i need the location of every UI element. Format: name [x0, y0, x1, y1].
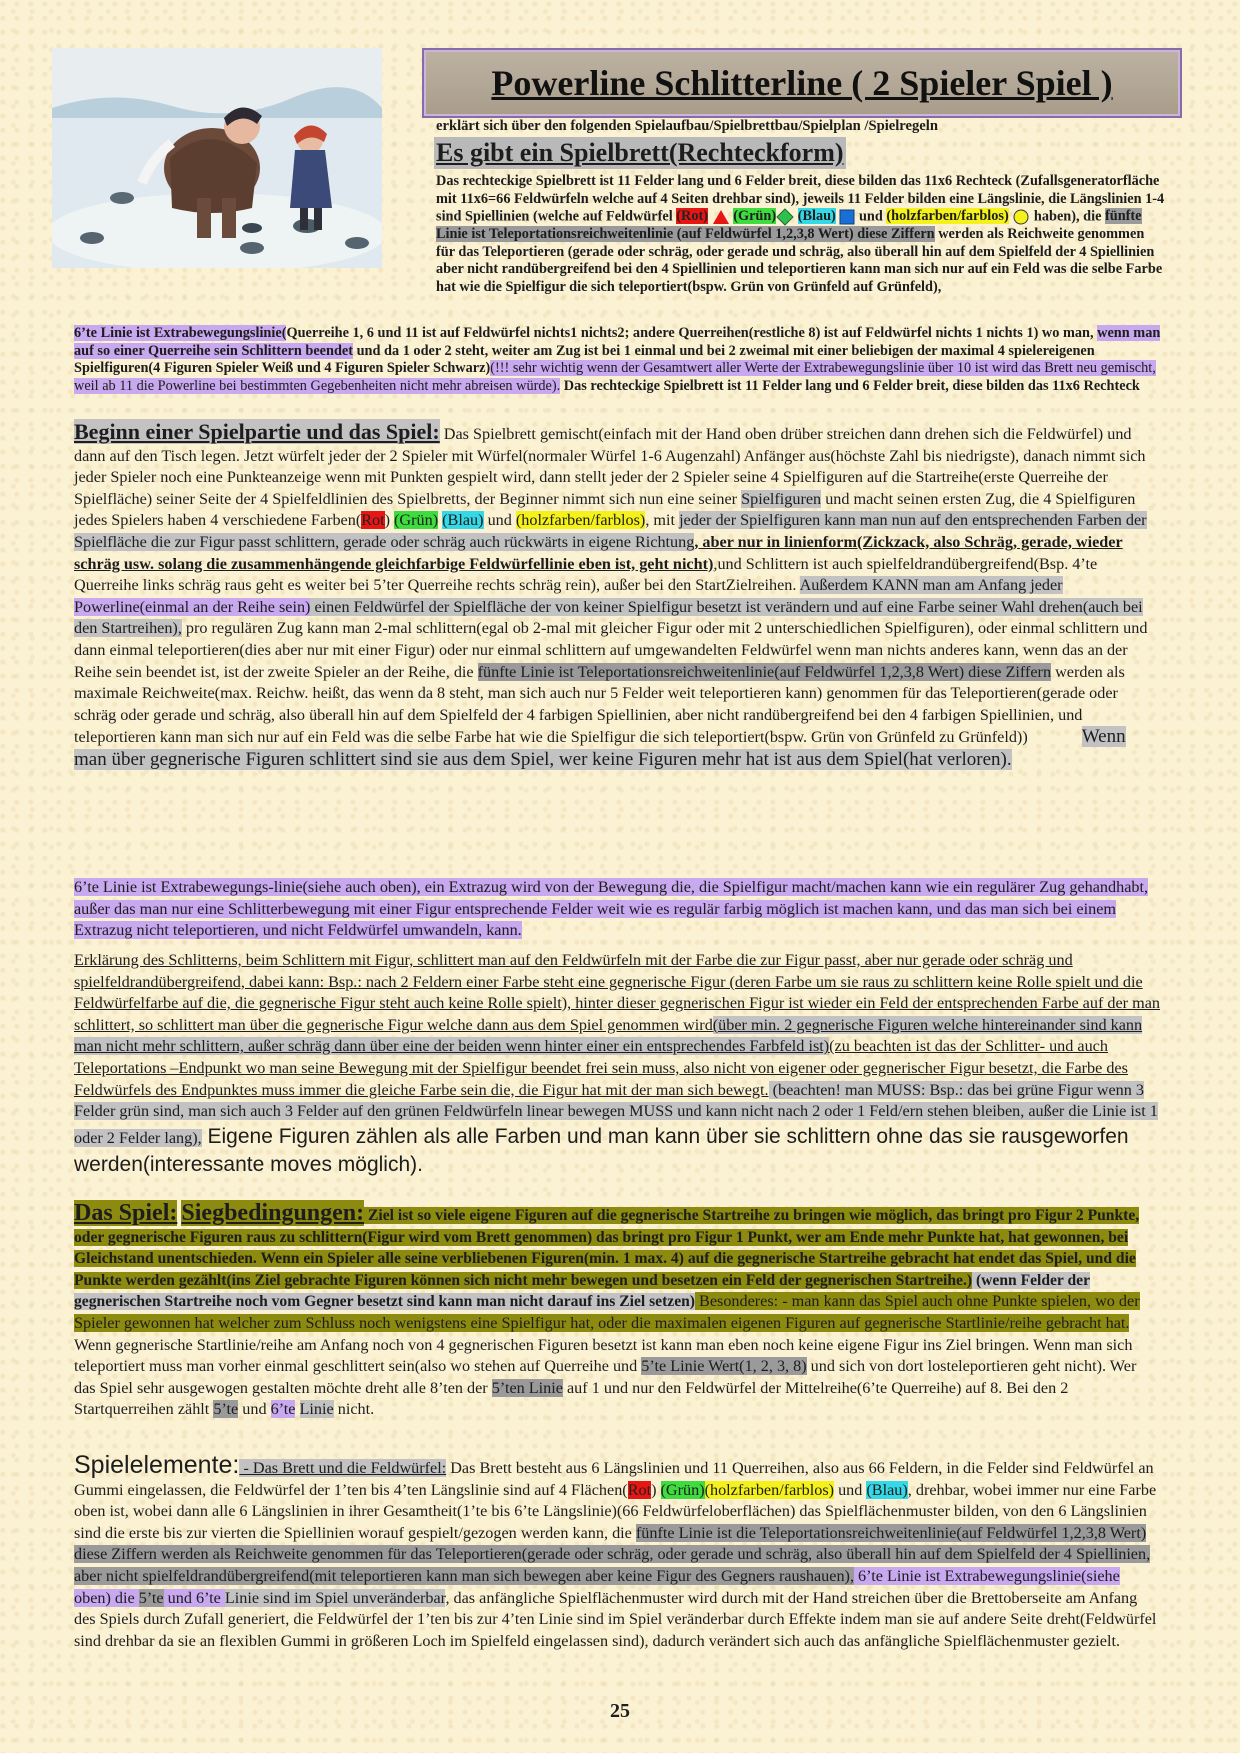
elements-subheading: - Das Brett und die Feldwürfel:: [239, 1459, 447, 1477]
elements-text-2: , drehbar, wobei immer nur eine Farbe oben ist, wobei dann alle 6 Längslinien in ihrer Gesamtheit(1’te bis 6’te Längslinie)(66 Feldwürfeloberflächen) das Spielflächenmuster bilden, von den 6 Längslinien sind die erste bis zur vierten die Spiellinien worauf gespielt/gezogen werden kann, die: [74, 1480, 1157, 1542]
color-label-blue: (Blau): [797, 208, 836, 225]
start-text-11: pro regulären Zug kann man 2-mal schlittern(egal ob 2-mal mit gleicher Figur oder mit 2 unterschiedlichen Spielfiguren), oder einmal schlittern und dann einmal teleportieren(dies aber nur mit einer Figur) oder nur einmal schlittern auf umgewandelten Feldwürfel wenn man nichts anderes kann, wenn das an der Reihe sein beendet ist, ist der zweite Spieler an der Reihe, die: [74, 619, 1148, 681]
elements-section: Spielelemente: - Das Brett und die Feldwürfel: Das Brett besteht aus 6 Längslinien und 11 Querreihen, also aus 66 Feldern, in die Felder sind Feldwürfel an Gummi eingelassen, die Feldwürfel der 1’ten bis 4’ten Längslinie sind auf 4 Flächen(Rot) (Grün)(holzfarben/farblos) und (Blau), drehbar, wobei immer nur eine Farbe oben ist, wobei dann alle 6 Längslinien in ihrer Gesamtheit(1’te bis 6’te Längslinie)(66 Feldwürfeloberflächen) das Spielflächenmuster bilden, von den 6 Längslinien sind die erste bis zur vierten die Spiellinien worauf gespielt/gezogen werden kann, die fünfte Linie ist die Teleportationsreichweitenlinie(auf Feldwürfel 1,2,3,8 Wert) diese Ziffern werden als Reichweite genommen für das Teleportieren(gerade oder schräg, oder gerade und schräg, also überall hin auf dem Spielfeld der 4 Spiellinien, aber nicht spielfeldrandübergreifend(mit teleportieren kann man sich bewegen aber keine Figur des Gegners raushauen), 6’te Linie ist Extrabewegungslinie(siehe oben) die 5’te und 6’te Linie sind im Spiel unveränderbar, das anfängliche Spielflächenmuster wird durch mit der Hand streichen über die Brettoberseite am Anfang des Spiels durch Zufall generiert, die Feldwürfel der 1’ten bis zur 4’ten Linie sind im Spiel veränderbar durch Effekte indem man sie auf andere Seite dreht(Feldwürfel sind drehbar da sie an flexiblen Gummi in größeren Loch im Spielfeld eingelassen sind), dadurch verändert sich auch das anfängliche Spielflächenmuster gezielt.: [74, 1451, 1157, 1650]
explain-text-3: (zu beachten ist das der Schlitter- und auch Teleportations –Endpunkt wo man seine Bewegung mit der Spielfigur beendet frei sein muss, also nicht von eigener oder gegnerischer Figur besetzt, die Farbe des Feldwürfels des Endpunktes muss immer die gleiche Farbe sein die, die Figur hat mit der man sich bewegt.: [74, 1037, 1128, 1099]
board-text-6: Querreihe 1, 6 und 11 ist auf Feldwürfel nichts1 nichts2; andere Querreihen(restliche 8) ist auf Feldwürfel nichts 1 nichts 1) wo man,: [286, 325, 1098, 341]
start-capture-rule: Wenn man über gegnerische Figuren schlittert sind sie aus dem Spiel, wer keine Figuren mehr hat ist aus dem Spiel(hat verloren).: [74, 726, 1126, 770]
elements-text-1: Das Brett besteht aus 6 Längslinien und 11 Querreihen, also aus 66 Feldern, in die Felder sind Feldwürfel an Gummi eingelassen, die Feldwürfel der 1’ten bis 4’ten Längslinie sind auf 4 Flächen(: [74, 1459, 1154, 1499]
win-and: und: [238, 1400, 271, 1419]
board-description: [436, 173, 1166, 297]
start-teleport-line: fünfte Linie ist Teleportationsreichweitenlinie(auf Feldwürfel 1,2,3,8 Wert) diese Ziffern: [477, 662, 1052, 681]
win-heading-game: Das Spiel:: [74, 1200, 178, 1226]
start-text-10: einen Feldwürfel der Spielfläche der von keiner Spielfigur besetzt ist verändern und auf eine Farbe seiner Wahl drehen(auch bei den Startreihen),: [74, 597, 1143, 638]
win-text-4: Wenn gegnerische Startlinie/reihe am Anfang noch von 4 gegnerischen Figuren besetzt ist kann man eben noch keine eigene Figur ins Ziel bringen. Wenn man sich teleportiert muss man vorher einmal geschlittert sein(also wo stehen auf Querreihe und: [74, 1335, 1133, 1376]
extra-move-text: 6’te Linie ist Extrabewegungs-linie(siehe auch oben), ein Extrazug wird von der Bewegung die, die Spielfigur macht/machen kann wie ein regulärer Zug gehandhabt, außer das man nur eine Schlitterbewegung mit einer Figur entsprechende Felder weit wie es regulär farbig möglich ist machen kann, und das man sich bei einem Extrazug nicht teleportieren, und nicht Feldwürfel umwandeln, kann.: [74, 878, 1149, 940]
board-text-8: und da 1 oder 2 steht, weiter am Zug ist bei 1 einmal und bei 2 zweimal mit einer beliebigen der maximal 4 spielereigenen Spielfiguren(4 Figuren Spieler Weiß und 4 Figuren Spieler Schwarz): [74, 342, 1095, 377]
intro-line: erklärt sich über den folgenden Spielaufbau/Spielbrettbau/Spielplan /Spielregeln: [436, 118, 938, 134]
elements-heading: Spielelemente:: [74, 1451, 240, 1479]
and-text: und: [858, 208, 887, 225]
page-title: Powerline Schlitterline ( 2 Spieler Spiel ): [491, 63, 1113, 103]
start-color-green: (Grün): [394, 511, 439, 530]
elements-color-green: (Grün): [660, 1480, 705, 1499]
board-teleport-line: fünfte Linie ist Teleportationsreichweitenlinie (auf Feldwürfel 1,2,3,8 Wert) diese Ziffern: [436, 208, 1142, 243]
win-text-2: (wenn Felder der gegnerischen Startreihe noch vom Gegner besetzt sind kann man nicht darauf ins Ziel setzen): [74, 1271, 1090, 1311]
yellow-circle-icon: [1012, 208, 1030, 226]
elements-color-red: Rot: [627, 1480, 652, 1499]
start-line-form: , aber nur in linienform(Zickzack, also Schräg, gerade, wieder schräg usw. solang die zusammenhängende gleichfarbige Feldwürfellinie eben ist, geht nicht): [74, 532, 1123, 573]
explain-text-2: (über min. 2 gegnerische Figuren welche hintereinander sind kann man nicht mehr schlittern, außer schräg dann über eine der beiden wenn hinter einer ein entsprechendes Farbfeld ist): [74, 1015, 1143, 1056]
color-label-wood: (holzfarben/farblos): [886, 208, 1009, 225]
board-text-4: werden als Reichweite genommen für das Teleportieren (gerade oder schräg, oder gerade und schräg, also überall hin auf dem Spielfeld der 4 Spiellinien aber nicht randübergreifend bei den 4 Spiellinien und teleportieren kann man sich nur auf ein Feld was die selbe Farbe hat wie die Spielfigur die sich teleportiert(bspw. Grün von Grünfeld auf Grünfeld),: [436, 226, 1163, 295]
win-text-6: und sich von dort losteleportieren geht nicht). Wer das Spiel sehr ausgewogen gestalten möchte dreht alle 8’ten der: [74, 1357, 1137, 1397]
board-slide-end: wenn man auf so einer Querreihe sein Schlittern beendet: [74, 325, 1161, 359]
win-special: Besonderes: - man kann das Spiel auch ohne Punkte spielen, wo der Spieler gewonnen hat welcher zum Schluss noch wenigstens eine Spielfigur hat, oder die maximalen eigenen Figuren auf gegnerische Startlinie/reihe gebracht hat.: [74, 1292, 1140, 1332]
win-text-1: Ziel ist so viele eigene Figuren auf die gegnerische Startreihe zu bringen wie möglich, das bringt pro Figur 2 Punkte, oder gegnerische Figuren raus zu schlittern(Figur wird vom Brett genommen) das bringt pro Figur 1 Punkt, wer am Ende mehr Punkte hat, hat gewonnen, bei Gleichstand unentschieden. Wenn ein Spieler alle seine verbliebenen Figuren(min. 1 max. 4) auf die gegnerische Startreihe gebracht hat endet das Spiel, und die Punkte werden gezählt(ins Ziel gebrachte Figuren können sich nicht mehr bewegen und besetzen ein Feld der gegnerischen Startreihe.): [74, 1207, 1140, 1289]
win-heading-conditions: Siegbedingungen:: [181, 1200, 365, 1226]
page-number: 25: [610, 1700, 630, 1722]
start-text-13: werden als maximale Reichweite(max. Reichw. heißt, das wenn da 8 steht, man sich auch nur 5 Felder weit teleportieren kann) genommen für das Teleportieren(gerade oder schräg oder gerade und schräg, also überall hin auf dem Spielfeld der 4 farbigen Spiellinien, aber nicht randübergreifend bei den 4 farbigen Spiellinien, und teleportieren kann man sich nur auf ein Feld was die selbe Farbe hat wie die Spielfigur die sich teleportiert(bspw. Grün von Grünfeld zu Grünfeld)): [74, 662, 1125, 747]
elements-teleport-line: fünfte Linie ist die Teleportationsreichweitenlinie(auf Feldwürfel 1,2,3,8 Wert) diese Ziffern werden als Reichweite genommen für das Teleportieren(gerade oder schräg, oder gerade und schräg, also überall hin auf dem Spielfeld der 4 Spiellinien, aber nicht spielfeldrandübergreifend(mit teleportieren kann man sich bewegen aber keine Figur des Gegners raushauen),: [74, 1523, 1151, 1585]
title-box: [422, 48, 1182, 118]
green-diamond-icon: [776, 208, 794, 226]
win-section: [74, 1200, 1160, 1421]
explain-text-4: (beachten! man MUSS: Bsp.: das bei grüne Figur wenn 3 Felder grün sind, man sich auch 3 Felder auf den grünen Feldwürfeln linear bewegen MUSS und kann nicht nach 2 oder 1 Feld/ern stehen bleiben, außer die Linie ist 1 oder 2 Felder lang),: [74, 1080, 1158, 1147]
board-extra-line: 6’te Linie ist Extrabewegungslinie(: [74, 325, 287, 341]
win-linie: Linie: [299, 1400, 334, 1419]
color-label-green: (Grün): [733, 208, 777, 225]
start-text-8: Außerdem KANN man am Anfang jeder: [799, 576, 1063, 595]
elements-unchangeable: Linie sind im Spiel unveränderbar: [224, 1588, 446, 1607]
win-text-8: auf 1 und nur den Feldwürfel der Mittelreihe(6’te Querreihe) auf 8. Bei den 2 Startquerreihen zählt: [74, 1378, 1069, 1419]
red-triangle-icon: [712, 209, 730, 225]
start-text-5: jeder der Spielfiguren kann man nun auf den entsprechenden Farben der Spielfläche die zur Figur passt schlittern, gerade oder schräg auch rückwärts in eigene Richtung: [74, 511, 1147, 551]
slide-explanation: [74, 950, 1160, 1179]
elements-color-wood: (holzfarben/farblos): [704, 1480, 835, 1499]
curling-illustration: [52, 48, 382, 268]
board-important-note: (!!! sehr wichtig wenn der Gesamtwert aller Werte der Extrabewegungslinie über 10 ist wird das Brett neu gemischt, weil ab 11 die Powerline bei bestimmten Gegebenheiten nicht mehr abreisen würde).: [74, 360, 1156, 394]
elements-color-blue: (Blau): [866, 1480, 908, 1499]
explain-text-1: Erklärung des Schlitterns, beim Schlittern mit Figur, schlittert man auf den Feldwürfeln mit der Farbe die zur Figur passt, aber nur gerade oder schräg und spielfeldrandübergreifend, dabei kann: Bsp.: nach 2 Feldern einer Farbe steht eine gegnerische Figur (deren Farbe um sie raus zu schlittern keine Rolle spielt und die Feldwürfelfarbe auf die, die gegnerische Figur steht auch keine Rolle spielt), hinter dieser gegnerischen Figur ist wieder ein Feld der entsprechenden Farbe auf der man schlittert, so schlittert man über die gegnerische Figur welche dann aus dem Spiel genommen wird: [74, 951, 1160, 1034]
explain-own-figures: Eigene Figuren zählen als alle Farben und man kann über sie schlittern ohne das sie rausgeworfen werden(interessante moves möglich).: [74, 1124, 1129, 1176]
elements-and: und: [834, 1480, 867, 1499]
elements-5te: 5’te: [138, 1588, 164, 1607]
win-5te: 5’te: [213, 1400, 239, 1419]
start-text-7: ,und Schlittern ist auch spielfeldrandübergreifend(Bsp. 4’te Querreihe links schräg raus geht es weiter bei 5’ter Querreihe rechts schräg rein), außer bei den StartZielreihen.: [74, 554, 1098, 595]
elements-text-8: , das anfängliche Spielflächenmuster wird durch mit der Hand streichen über die Brettoberseite am Anfang des Spiels durch Zufall generiert, die Feldwürfel der 1’ten bis zur 4’ten Linie sind im Spiel veränderbar durch Effekte indem man sie auf andere Seite dreht(Feldwürfel sind drehbar da sie an flexiblen Gummi in größeren Loch im Spielfeld eingelassen sind), dadurch verändert sich auch das anfängliche Spielflächenmuster gezielt.: [74, 1588, 1157, 1650]
start-figures: Spielfiguren: [741, 489, 822, 508]
board-heading: Es gibt ein Spielbrett(Rechteckform): [436, 138, 844, 167]
board-text-2: haben), die: [1033, 208, 1105, 225]
elements-extra-line: 6’te Linie ist Extrabewegungslinie(siehe oben) die: [74, 1566, 1120, 1607]
start-powerline: Powerline(einmal an der Reihe sein): [74, 597, 311, 616]
win-line5-value: 5’te Linie Wert(1, 2, 3, 8): [641, 1357, 807, 1376]
win-end: nicht.: [333, 1400, 375, 1419]
start-heading: Beginn einer Spielpartie und das Spiel:: [74, 419, 440, 444]
win-line5: 5’ten Linie: [491, 1378, 563, 1397]
blue-square-icon: [839, 209, 855, 225]
start-text-4: , mit: [645, 511, 680, 530]
start-section: Beginn einer Spielpartie und das Spiel: Das Spielbrett gemischt(einfach mit der Hand oben drüber streichen dann drehen sich die Feldwürfel) und dann auf den Tisch legen. Jetzt würfelt jeder der 2 Spieler mit Würfel(normaler Würfel 1-6 Augenzahl) Anfänger aus(höchste Zahl bis niedrigste), danach nimmt sich jeder Spieler noch eine Punkteanzeige wenn mit Punkten gespielt wird, dann stellt jeder der 2 Spieler seine 4 Spielfiguren auf die Startreihe(erste Querreihe der Spielfläche) seiner Seite der 4 Spielfeldlinien des Spielbretts, der Beginner nimmt sich nun eine seiner Spielfiguren und macht seinen ersten Zug, die 4 Spielfiguren jedes Spielers haben 4 verschiedene Farben(Rot) (Grün) (Blau) und (holzfarben/farblos), mit jeder der Spielfiguren kann man nun auf den entsprechenden Farben der Spielfläche die zur Figur passt schlittern, gerade oder schräg auch rückwärts in eigene Richtung, aber nur in linienform(Zickzack, also Schräg, gerade, wieder schräg usw. solang die zusammenhängende gleichfarbige Feldwürfellinie eben ist, geht nicht),und Schlittern ist auch spielfeldrandübergreifend(Bsp. 4’te Querreihe links schräg raus geht es weiter bei 5’ter Querreihe rechts schräg rein), außer bei den StartZielreihen. Außerdem KANN man am Anfang jeder Powerline(einmal an der Reihe sein) einen Feldwürfel der Spielfläche der von keiner Spielfigur besetzt ist verändern und auf eine Farbe seiner Wahl drehen(auch bei den Startreihen), pro regulären Zug kann man 2-mal schlittern(egal ob 2-mal mit gleicher Figur oder mit 2 unterschiedlichen Spielfiguren), oder einmal schlittern und dann einmal teleportieren(dies aber nur mit einer Figur) oder nur einmal schlittern auf umgewandelten Feldwürfel wenn man nichts anderes kann, wenn das an der Reihe sein beendet ist, ist der zweite Spieler an der Reihe, die fünfte Linie ist Teleportationsreichweitenlinie(auf Feldwürfel 1,2,3,8 Wert) diese Ziffern werden als maximale Reichweite(max. Reichw. heißt, das wenn da 8 steht, man sich auch nur 5 Felder weit teleportieren kann) genommen für das Teleportieren(gerade oder schräg oder gerade und schräg, also überall hin auf dem Spielfeld der 4 farbigen Spiellinien, aber nicht randübergreifend bei den 4 farbigen Spiellinien, und teleportieren kann man sich nur auf ein Feld was die selbe Farbe hat wie die Spielfigur die sich teleportiert(bspw. Grün von Grünfeld zu Grünfeld)) Wenn man über gegnerische Figuren schlittert sind sie aus dem Spiel, wer keine Figuren mehr hat ist aus dem Spiel(hat verloren).: [74, 419, 1148, 770]
start-text-1: Das Spielbrett gemischt(einfach mit der Hand oben drüber streichen dann drehen sich die Feldwürfel) und dann auf den Tisch legen. Jetzt würfelt jeder der 2 Spieler mit Würfel(normaler Würfel 1-6 Augenzahl) Anfänger aus(höchste Zahl bis niedrigste), danach nimmt sich jeder Spieler noch eine Punkteanzeige wenn mit Punkten gespielt wird, dann stellt jeder der 2 Spieler seine 4 Spielfiguren auf die Startreihe(erste Querreihe der Spielfläche) seiner Seite der 4 Spielfeldlinien des Spielbretts, der Beginner nimmt sich nun eine seiner: [74, 425, 1146, 508]
extra-move-section: [74, 877, 1160, 942]
start-color-blue: (Blau): [442, 511, 484, 530]
color-label-red: (Rot): [676, 208, 709, 225]
elements-6te: und 6’te: [163, 1588, 225, 1607]
board-description-wide: [74, 325, 1168, 395]
win-6te: 6’te: [270, 1400, 296, 1419]
board-text-1: Das rechteckige Spielbrett ist 11 Felder lang und 6 Felder breit, diese bilden das 11x6 Rechteck (Zufallsgeneratorfläche mit 11x6=66 Feldwürfeln welche auf 4 Seiten drehbar sind), jeweils 11 Felder bilden eine Längslinie, die Längslinien 1-4 sind Spiellinien (welche auf Feldwürfel: [436, 173, 1165, 225]
start-color-red: Rot: [361, 511, 385, 530]
start-and: und: [483, 511, 516, 530]
board-text-10: Das rechteckige Spielbrett ist 11 Felder lang und 6 Felder breit, diese bilden das 11x6 Rechteck: [560, 377, 1140, 394]
start-color-wood: (holzfarben/farblos): [515, 511, 646, 530]
start-text-3: und macht seinen ersten Zug, die 4 Spielfiguren jedes Spielers haben 4 verschiedene Farben(: [74, 489, 1136, 530]
